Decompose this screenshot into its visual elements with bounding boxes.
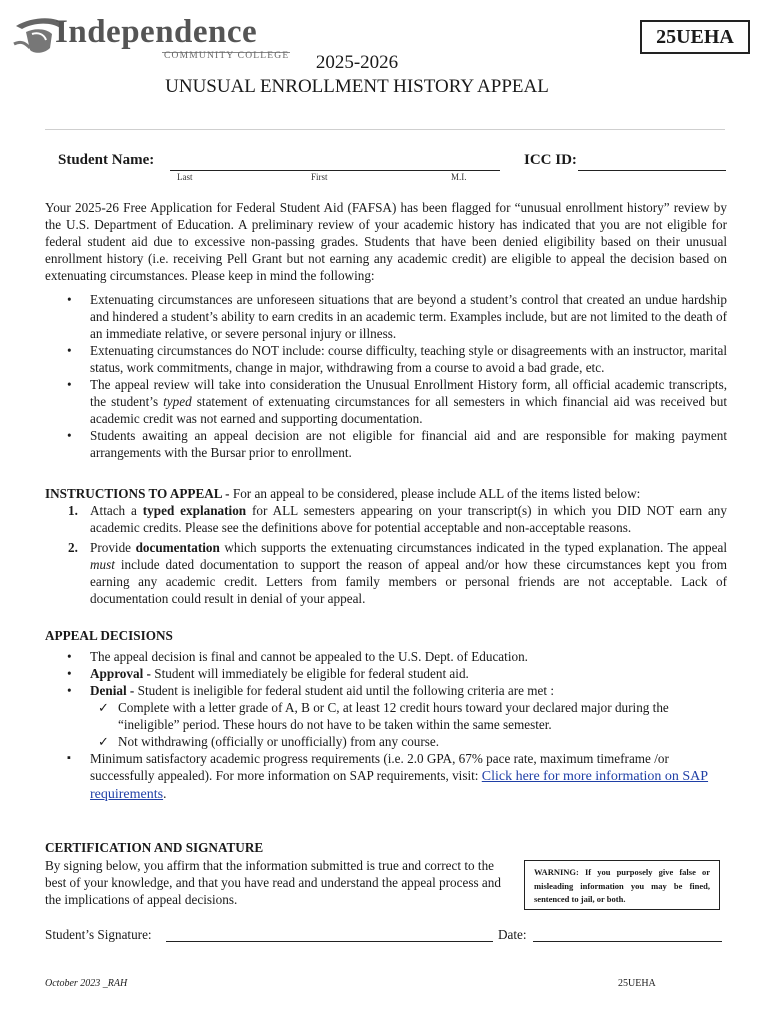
student-name-label: Student Name: [58,152,155,168]
footer-form-code: 25UEHA [618,978,656,989]
list-item: 2. Provide documentation which supports the extenuating circumstances indicated in the typed explanation. The appeal must include dated documentation to support the reason of appeal and/or how these circumstances kept you from earning any academic credit. Letters from family members or personal friends are not acceptable. Lack of documentation could result in denial of your appeal. [68,540,727,606]
list-item: ✓ Not withdrawing (officially or unofficially) from any course. [90,733,727,750]
list-item: ▪ Minimum satisfactory academic progress requirements (i.e. 2.0 GPA, 67% pace rate, maximum timeframe /or successfully appealed). For more information on SAP requirements, visit: Click here for more information on SAP requirements. [45,750,727,803]
middle-initial-caption: M.I. [451,172,467,182]
date-label: Date: [498,927,527,942]
warning-box: WARNING: If you purposely give false or misleading information you may be fined, sentenced to jail, or both. [524,860,720,910]
certification-heading: CERTIFICATION AND SIGNATURE [45,840,264,855]
list-item: • Students awaiting an appeal decision are not eligible for financial aid and are responsible for making payment arrangements with the Bursar prior to enrollment. [45,427,727,461]
icc-id-field[interactable] [578,170,726,171]
form-title: UNUSUAL ENROLLMENT HISTORY APPEAL [165,76,549,97]
list-item: • Extenuating circumstances are unforeseen situations that are beyond a student’s control that created an undue hardship and hindered a student’s ability to earn credits in an academic term. Examples include, but are not limited to the death of an immediate relative, or severe personal injury or illness. [45,291,727,342]
intro-paragraph: Your 2025-26 Free Application for Federal Student Aid (FAFSA) has been flagged for “unusual enrollment history” review by the U.S. Department of Education. A preliminary review of your academic history has indicated that you are not eligible for federal student aid due to excessive non-passing grades. Students that have been denied eligibility based on their unusual enrollment history (i.e. receiving Pell Grant but not earning any academic credit) are eligible to appeal the decision based on extenuating circumstances. Please keep in mind the following: [45,200,727,283]
list-item: • Extenuating circumstances do NOT include: course difficulty, teaching style or disagreements with an instructor, marital status, work commitments, change in major, withdrawing from a course to avoid a bad grade, etc. [45,342,727,376]
first-name-caption: First [311,172,328,182]
student-name-field[interactable] [170,170,500,171]
list-item: ✓ Complete with a letter grade of A, B or C, at least 12 credit hours toward your declared major during the “ineligible” period. These hours do not have to be taken within the same semester. [90,699,727,733]
last-name-caption: Last [177,172,193,182]
list-item: • The appeal decision is final and cannot be appealed to the U.S. Dept. of Education. [45,648,727,665]
list-item: • Approval - Student will immediately be eligible for federal student aid. [45,665,727,682]
denial-criteria-list [90,699,727,750]
appeal-decisions-heading: APPEAL DECISIONS [45,628,173,643]
logo-wordmark: Independence [55,14,258,50]
considerations-list [45,291,727,461]
instructions-list [45,502,727,610]
instructions-heading: INSTRUCTIONS TO APPEAL - For an appeal to be considered, please include ALL of the items listed below: [45,486,641,501]
logo-subtitle: COMMUNITY COLLEGE [164,51,290,61]
decisions-list [45,648,727,803]
icc-id-label: ICC ID: [524,152,577,168]
signature-label: Student’s Signature: [45,927,152,942]
list-item: 1. Attach a typed explanation for ALL semesters appearing on your transcript(s) in which you DID NOT earn any academic credits. Please see the definitions above for potential acceptable and non-acceptable reasons. [68,503,727,535]
date-field[interactable] [533,941,722,942]
header-divider [45,129,725,130]
sap-requirements-link[interactable]: Click here for more information on SAP requirements [90,769,709,802]
list-item: • The appeal review will take into consideration the Unusual Enrollment History form, all official academic transcripts, the student’s typed statement of extenuating circumstances for all semesters in which financial aid was received but academic credit was not earned and supporting documentation. [45,376,727,427]
list-item: • Denial - Student is ineligible for federal student aid until the following criteria are met : ✓ Complete with a letter grade of A, B or C, at least 12 credit hours toward your declared major during the “ineligible” period. These hours do not have to be taken within the same semester. ✓ Not withdrawing (officially or unofficially) from any course. [45,682,727,750]
footer-revision: October 2023 _RAH [45,978,128,989]
form-year: 2025-2026 [315,52,399,73]
form-code-box: 25UEHA [640,20,750,54]
certification-text: By signing below, you affirm that the information submitted is true and correct to the best of your knowledge, and that you have read and understand the appeal process and the implications of appeal decisions. [45,858,501,907]
signature-field[interactable] [166,941,493,942]
